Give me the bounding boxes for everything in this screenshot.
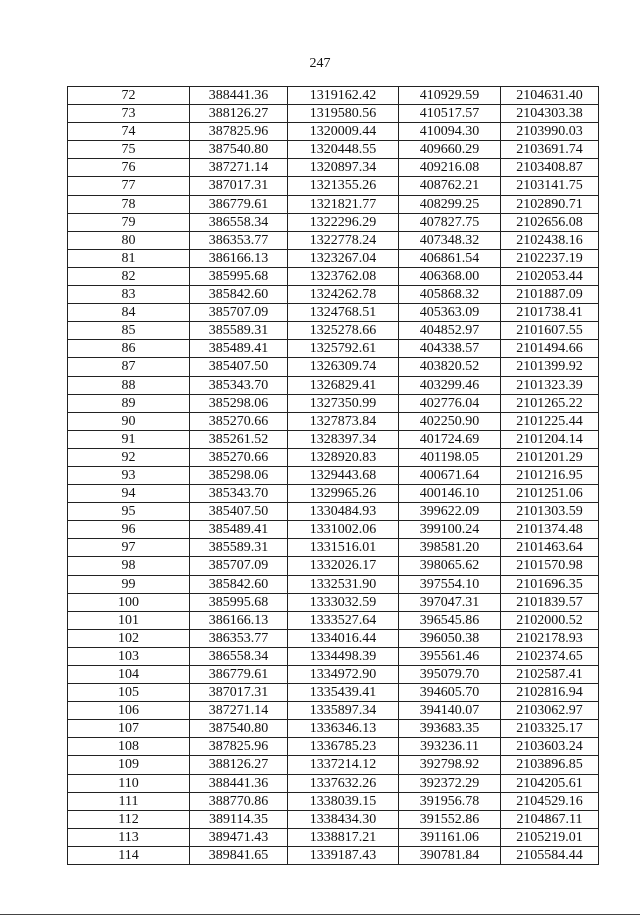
table-row [68,503,599,521]
point-number-cell: 88 [68,376,190,394]
coord-2-cell: 1334498.39 [288,647,399,665]
coord-1-cell: 387271.14 [190,159,288,177]
coord-4-cell: 2104631.40 [501,87,599,105]
coord-3-cell: 400671.64 [399,466,501,484]
coord-4-cell: 2101839.57 [501,593,599,611]
coord-4-cell: 2102890.71 [501,195,599,213]
coord-4-cell: 2101607.55 [501,322,599,340]
coord-1-cell: 385589.31 [190,539,288,557]
coord-1-cell: 387540.80 [190,141,288,159]
coord-4-cell: 2104867.11 [501,810,599,828]
coord-1-cell: 385995.68 [190,593,288,611]
table-row [68,105,599,123]
coord-2-cell: 1321821.77 [288,195,399,213]
coord-1-cell: 385489.41 [190,340,288,358]
coord-4-cell: 2103408.87 [501,159,599,177]
coord-2-cell: 1331516.01 [288,539,399,557]
coord-3-cell: 401198.05 [399,448,501,466]
point-number-cell: 81 [68,249,190,267]
coord-2-cell: 1320009.44 [288,123,399,141]
coord-3-cell: 393683.35 [399,720,501,738]
coord-3-cell: 399100.24 [399,521,501,539]
coord-4-cell: 2103603.24 [501,738,599,756]
coord-2-cell: 1331002.06 [288,521,399,539]
coord-2-cell: 1326829.41 [288,376,399,394]
table-row [68,792,599,810]
coord-3-cell: 397047.31 [399,593,501,611]
point-number-cell: 80 [68,231,190,249]
coord-3-cell: 391161.06 [399,828,501,846]
table-row [68,738,599,756]
coord-4-cell: 2102000.52 [501,611,599,629]
coord-3-cell: 392372.29 [399,774,501,792]
point-number-cell: 74 [68,123,190,141]
coord-3-cell: 409216.08 [399,159,501,177]
table-row [68,466,599,484]
table-row [68,159,599,177]
point-number-cell: 86 [68,340,190,358]
coord-2-cell: 1321355.26 [288,177,399,195]
coord-4-cell: 2103325.17 [501,720,599,738]
point-number-cell: 73 [68,105,190,123]
table-row [68,846,599,864]
point-number-cell: 112 [68,810,190,828]
coord-4-cell: 2102656.08 [501,213,599,231]
point-number-cell: 78 [68,195,190,213]
coord-3-cell: 391552.86 [399,810,501,828]
table-row [68,430,599,448]
coord-1-cell: 385407.50 [190,503,288,521]
coord-4-cell: 2103896.85 [501,756,599,774]
coord-1-cell: 386558.34 [190,213,288,231]
coord-2-cell: 1324262.78 [288,286,399,304]
coord-1-cell: 386558.34 [190,647,288,665]
coord-1-cell: 386353.77 [190,231,288,249]
coord-2-cell: 1323267.04 [288,249,399,267]
coord-1-cell: 385270.66 [190,448,288,466]
coord-1-cell: 387825.96 [190,123,288,141]
coord-1-cell: 387825.96 [190,738,288,756]
table-row [68,195,599,213]
coord-2-cell: 1325278.66 [288,322,399,340]
coord-4-cell: 2103990.03 [501,123,599,141]
coord-2-cell: 1330484.93 [288,503,399,521]
coord-1-cell: 385298.06 [190,466,288,484]
coord-4-cell: 2101323.39 [501,376,599,394]
coord-2-cell: 1327873.84 [288,412,399,430]
coord-1-cell: 387017.31 [190,177,288,195]
coord-1-cell: 388770.86 [190,792,288,810]
coord-3-cell: 396050.38 [399,629,501,647]
coord-4-cell: 2101463.64 [501,539,599,557]
coord-2-cell: 1333032.59 [288,593,399,611]
coord-1-cell: 385842.60 [190,575,288,593]
coord-2-cell: 1336785.23 [288,738,399,756]
point-number-cell: 101 [68,611,190,629]
coord-1-cell: 389841.65 [190,846,288,864]
coord-4-cell: 2101251.06 [501,485,599,503]
coord-1-cell: 385589.31 [190,322,288,340]
coord-3-cell: 401724.69 [399,430,501,448]
coord-3-cell: 405363.09 [399,304,501,322]
point-number-cell: 76 [68,159,190,177]
table-row [68,756,599,774]
coord-2-cell: 1333527.64 [288,611,399,629]
point-number-cell: 108 [68,738,190,756]
coord-3-cell: 406368.00 [399,267,501,285]
coord-1-cell: 388126.27 [190,105,288,123]
coord-3-cell: 404338.57 [399,340,501,358]
coord-2-cell: 1320897.34 [288,159,399,177]
coord-3-cell: 407827.75 [399,213,501,231]
point-number-cell: 114 [68,846,190,864]
coord-3-cell: 407348.32 [399,231,501,249]
point-number-cell: 72 [68,87,190,105]
coord-2-cell: 1328397.34 [288,430,399,448]
point-number-cell: 91 [68,430,190,448]
point-number-cell: 106 [68,702,190,720]
coord-1-cell: 386166.13 [190,611,288,629]
coord-4-cell: 2102178.93 [501,629,599,647]
point-number-cell: 87 [68,358,190,376]
table-row [68,87,599,105]
coord-2-cell: 1323762.08 [288,267,399,285]
coord-3-cell: 408299.25 [399,195,501,213]
point-number-cell: 83 [68,286,190,304]
coord-4-cell: 2101696.35 [501,575,599,593]
coord-3-cell: 394140.07 [399,702,501,720]
coord-1-cell: 385707.09 [190,557,288,575]
coord-3-cell: 402776.04 [399,394,501,412]
table-body [68,87,599,865]
table-row [68,231,599,249]
coord-3-cell: 410094.30 [399,123,501,141]
coord-2-cell: 1322296.29 [288,213,399,231]
coord-1-cell: 389114.35 [190,810,288,828]
table-row [68,267,599,285]
point-number-cell: 104 [68,666,190,684]
coord-3-cell: 391956.78 [399,792,501,810]
coord-1-cell: 385270.66 [190,412,288,430]
table-row [68,720,599,738]
coord-4-cell: 2104205.61 [501,774,599,792]
coord-4-cell: 2103691.74 [501,141,599,159]
coord-4-cell: 2104303.38 [501,105,599,123]
coord-2-cell: 1325792.61 [288,340,399,358]
coord-3-cell: 392798.92 [399,756,501,774]
coord-4-cell: 2101494.66 [501,340,599,358]
coord-2-cell: 1338434.30 [288,810,399,828]
coord-3-cell: 406861.54 [399,249,501,267]
coord-1-cell: 385489.41 [190,521,288,539]
coord-1-cell: 385707.09 [190,304,288,322]
point-number-cell: 75 [68,141,190,159]
coord-2-cell: 1327350.99 [288,394,399,412]
coordinate-table [67,86,599,865]
coord-2-cell: 1322778.24 [288,231,399,249]
point-number-cell: 110 [68,774,190,792]
coord-2-cell: 1334972.90 [288,666,399,684]
coord-4-cell: 2102438.16 [501,231,599,249]
coord-1-cell: 385343.70 [190,376,288,394]
table-row [68,810,599,828]
coord-1-cell: 387017.31 [190,684,288,702]
point-number-cell: 107 [68,720,190,738]
coord-3-cell: 398581.20 [399,539,501,557]
coord-3-cell: 402250.90 [399,412,501,430]
coord-4-cell: 2103062.97 [501,702,599,720]
point-number-cell: 99 [68,575,190,593]
table-row [68,141,599,159]
coord-1-cell: 388126.27 [190,756,288,774]
table-row [68,322,599,340]
coord-1-cell: 385407.50 [190,358,288,376]
coord-1-cell: 386779.61 [190,195,288,213]
table-row [68,521,599,539]
table-row [68,702,599,720]
coord-3-cell: 396545.86 [399,611,501,629]
coord-4-cell: 2102237.19 [501,249,599,267]
coord-2-cell: 1336346.13 [288,720,399,738]
point-number-cell: 109 [68,756,190,774]
coord-1-cell: 386353.77 [190,629,288,647]
table-row [68,593,599,611]
coord-2-cell: 1332026.17 [288,557,399,575]
coord-3-cell: 393236.11 [399,738,501,756]
coord-3-cell: 405868.32 [399,286,501,304]
coord-1-cell: 387540.80 [190,720,288,738]
coord-4-cell: 2102587.41 [501,666,599,684]
coord-2-cell: 1338817.21 [288,828,399,846]
table-row [68,412,599,430]
point-number-cell: 92 [68,448,190,466]
point-number-cell: 113 [68,828,190,846]
table-row [68,629,599,647]
coord-4-cell: 2101303.59 [501,503,599,521]
coord-4-cell: 2104529.16 [501,792,599,810]
point-number-cell: 105 [68,684,190,702]
coord-4-cell: 2105584.44 [501,846,599,864]
coord-4-cell: 2101204.14 [501,430,599,448]
coord-4-cell: 2101265.22 [501,394,599,412]
table-row [68,575,599,593]
coord-4-cell: 2101216.95 [501,466,599,484]
coord-3-cell: 408762.21 [399,177,501,195]
coord-2-cell: 1335439.41 [288,684,399,702]
point-number-cell: 84 [68,304,190,322]
table-row [68,666,599,684]
coord-4-cell: 2101201.29 [501,448,599,466]
coord-1-cell: 388441.36 [190,774,288,792]
coord-2-cell: 1319162.42 [288,87,399,105]
table-row [68,304,599,322]
point-number-cell: 95 [68,503,190,521]
coord-3-cell: 398065.62 [399,557,501,575]
table-row [68,249,599,267]
table-row [68,394,599,412]
coord-2-cell: 1338039.15 [288,792,399,810]
point-number-cell: 98 [68,557,190,575]
coord-1-cell: 389471.43 [190,828,288,846]
coord-2-cell: 1329443.68 [288,466,399,484]
table-row [68,611,599,629]
coord-4-cell: 2102816.94 [501,684,599,702]
coord-4-cell: 2102374.65 [501,647,599,665]
coord-3-cell: 403299.46 [399,376,501,394]
table-row [68,774,599,792]
point-number-cell: 82 [68,267,190,285]
coord-3-cell: 399622.09 [399,503,501,521]
table-row [68,177,599,195]
coord-3-cell: 409660.29 [399,141,501,159]
coord-2-cell: 1319580.56 [288,105,399,123]
coord-2-cell: 1328920.83 [288,448,399,466]
coord-1-cell: 385995.68 [190,267,288,285]
coord-1-cell: 385298.06 [190,394,288,412]
point-number-cell: 79 [68,213,190,231]
coord-3-cell: 394605.70 [399,684,501,702]
table-row [68,123,599,141]
coord-4-cell: 2101374.48 [501,521,599,539]
coord-3-cell: 397554.10 [399,575,501,593]
table-row [68,684,599,702]
point-number-cell: 96 [68,521,190,539]
table-row [68,286,599,304]
coord-3-cell: 400146.10 [399,485,501,503]
coord-4-cell: 2101887.09 [501,286,599,304]
coord-2-cell: 1326309.74 [288,358,399,376]
table-row [68,539,599,557]
table-row [68,557,599,575]
coord-4-cell: 2105219.01 [501,828,599,846]
table-row [68,213,599,231]
coord-3-cell: 390781.84 [399,846,501,864]
point-number-cell: 111 [68,792,190,810]
point-number-cell: 97 [68,539,190,557]
coord-3-cell: 395561.46 [399,647,501,665]
coord-2-cell: 1337632.26 [288,774,399,792]
table-row [68,448,599,466]
table-row [68,647,599,665]
coord-4-cell: 2103141.75 [501,177,599,195]
point-number-cell: 93 [68,466,190,484]
coord-3-cell: 403820.52 [399,358,501,376]
point-number-cell: 103 [68,647,190,665]
coord-2-cell: 1339187.43 [288,846,399,864]
point-number-cell: 77 [68,177,190,195]
coord-1-cell: 387271.14 [190,702,288,720]
coord-1-cell: 385261.52 [190,430,288,448]
page-bottom-edge [0,914,640,915]
coord-2-cell: 1332531.90 [288,575,399,593]
table-row [68,340,599,358]
page-number: 247 [309,56,331,71]
point-number-cell: 90 [68,412,190,430]
coord-3-cell: 410929.59 [399,87,501,105]
coord-4-cell: 2101570.98 [501,557,599,575]
coord-4-cell: 2101399.92 [501,358,599,376]
point-number-cell: 102 [68,629,190,647]
coord-4-cell: 2102053.44 [501,267,599,285]
coord-4-cell: 2101225.44 [501,412,599,430]
table-row [68,358,599,376]
point-number-cell: 85 [68,322,190,340]
coord-2-cell: 1335897.34 [288,702,399,720]
coord-2-cell: 1320448.55 [288,141,399,159]
coord-2-cell: 1324768.51 [288,304,399,322]
table-row [68,828,599,846]
coord-3-cell: 410517.57 [399,105,501,123]
coord-1-cell: 386779.61 [190,666,288,684]
coord-2-cell: 1329965.26 [288,485,399,503]
coord-1-cell: 385343.70 [190,485,288,503]
coord-1-cell: 386166.13 [190,249,288,267]
point-number-cell: 100 [68,593,190,611]
coord-3-cell: 404852.97 [399,322,501,340]
coord-1-cell: 388441.36 [190,87,288,105]
coord-2-cell: 1334016.44 [288,629,399,647]
coord-1-cell: 385842.60 [190,286,288,304]
coord-4-cell: 2101738.41 [501,304,599,322]
point-number-cell: 94 [68,485,190,503]
coord-3-cell: 395079.70 [399,666,501,684]
coord-2-cell: 1337214.12 [288,756,399,774]
table-row [68,485,599,503]
point-number-cell: 89 [68,394,190,412]
table-row [68,376,599,394]
